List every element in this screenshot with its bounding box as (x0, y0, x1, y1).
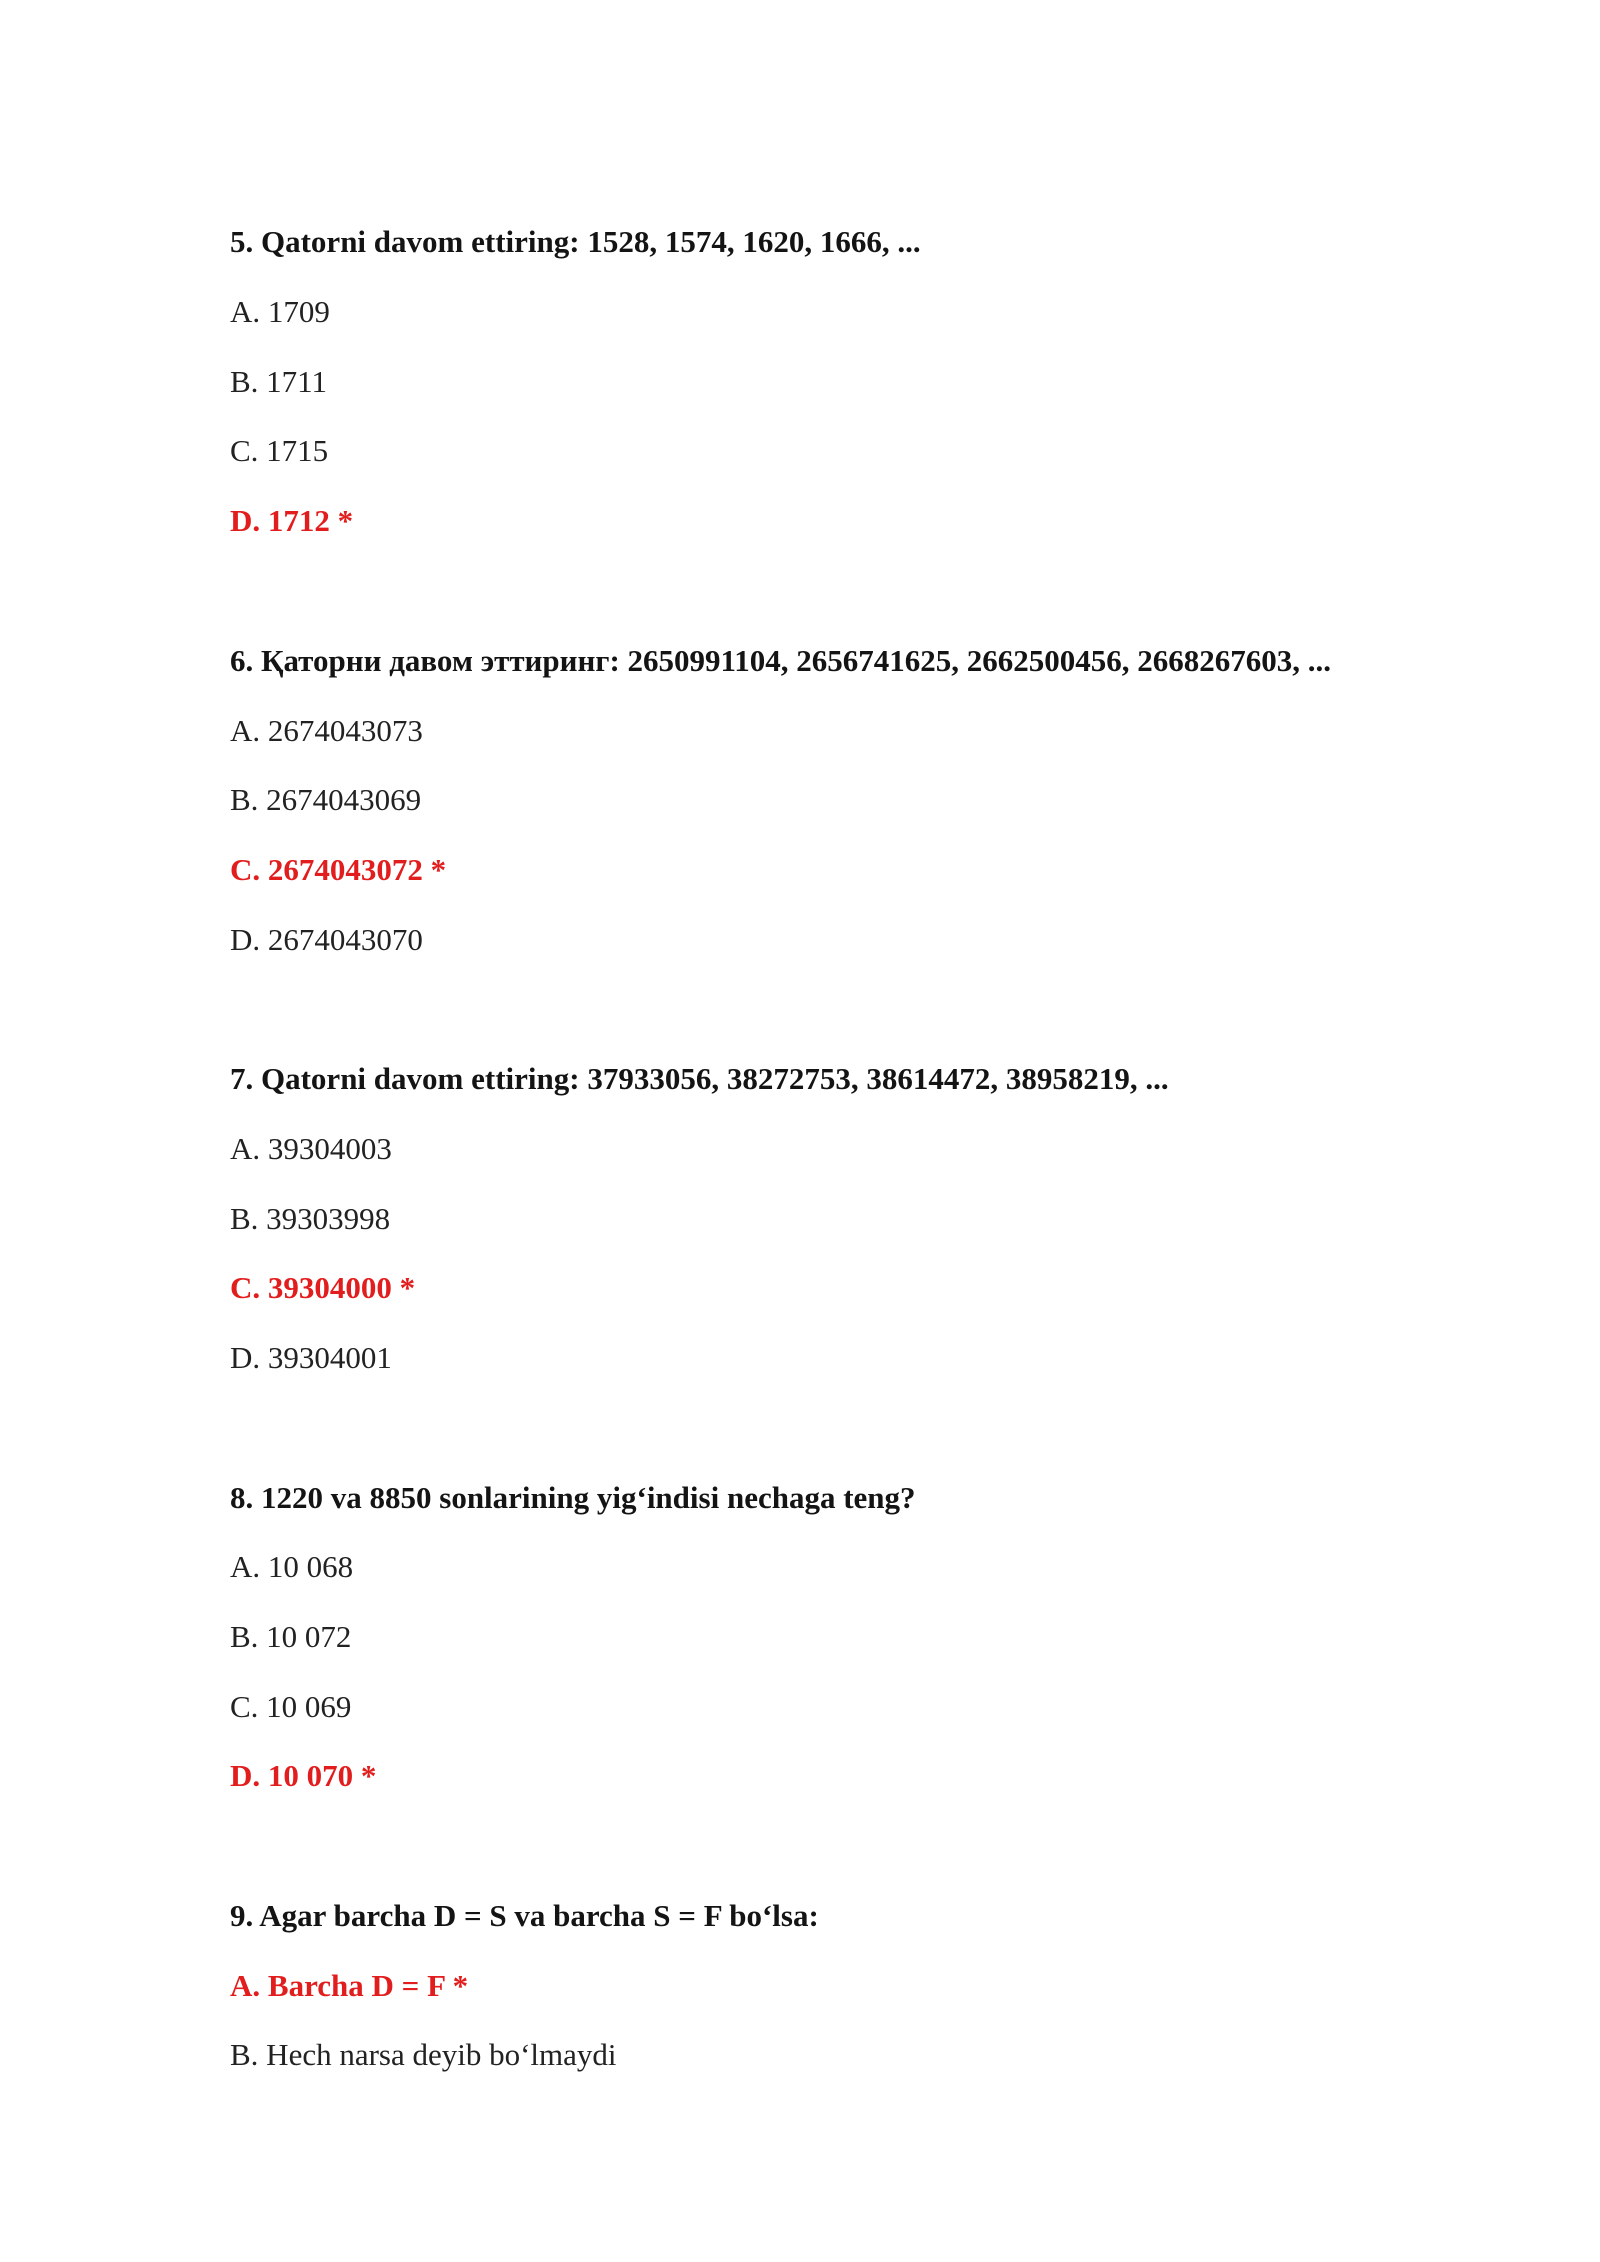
question-5-option-a: A. 1709 (230, 294, 330, 329)
question-7-option-b: B. 39303998 (230, 1201, 391, 1236)
question-8-option-b: B. 10 072 (230, 1619, 352, 1654)
question-5-text: 5. Qatorni davom ettiring: 1528, 1574, 1620, 1666, ... (230, 224, 921, 259)
question-6-option-a: A. 2674043073 (230, 713, 423, 748)
question-9-option-a-correct: A. Barcha D = F * (230, 1968, 469, 2003)
question-5-option-d-correct: D. 1712 * (230, 503, 354, 538)
question-9-option-b: B. Hech narsa deyib bo‘lmaydi (230, 2037, 617, 2072)
question-8-option-c: C. 10 069 (230, 1689, 352, 1724)
question-8-option-d-correct: D. 10 070 * (230, 1758, 377, 1793)
question-7-option-d: D. 39304001 (230, 1340, 392, 1375)
question-9-text: 9. Agar barcha D = S va barcha S = F bo‘lsa: (230, 1898, 819, 1933)
question-6-text: 6. Қаторни давом эттиринг: 2650991104, 2656741625, 2662500456, 2668267603, ... (230, 643, 1332, 678)
question-8-option-a: A. 10 068 (230, 1549, 354, 1584)
question-7-option-c-correct: C. 39304000 * (230, 1270, 416, 1305)
question-6-option-c-correct: C. 2674043072 * (230, 852, 447, 887)
question-6-option-d: D. 2674043070 (230, 922, 423, 957)
question-7-text: 7. Qatorni davom ettiring: 37933056, 38272753, 38614472, 38958219, ... (230, 1061, 1169, 1096)
question-5-option-c: C. 1715 (230, 433, 329, 468)
question-6-option-b: B. 2674043069 (230, 782, 422, 817)
question-7-option-a: A. 39304003 (230, 1131, 392, 1166)
question-5-option-b: B. 1711 (230, 364, 328, 399)
question-8-text: 8. 1220 va 8850 sonlarining yig‘indisi nechaga teng? (230, 1480, 916, 1515)
